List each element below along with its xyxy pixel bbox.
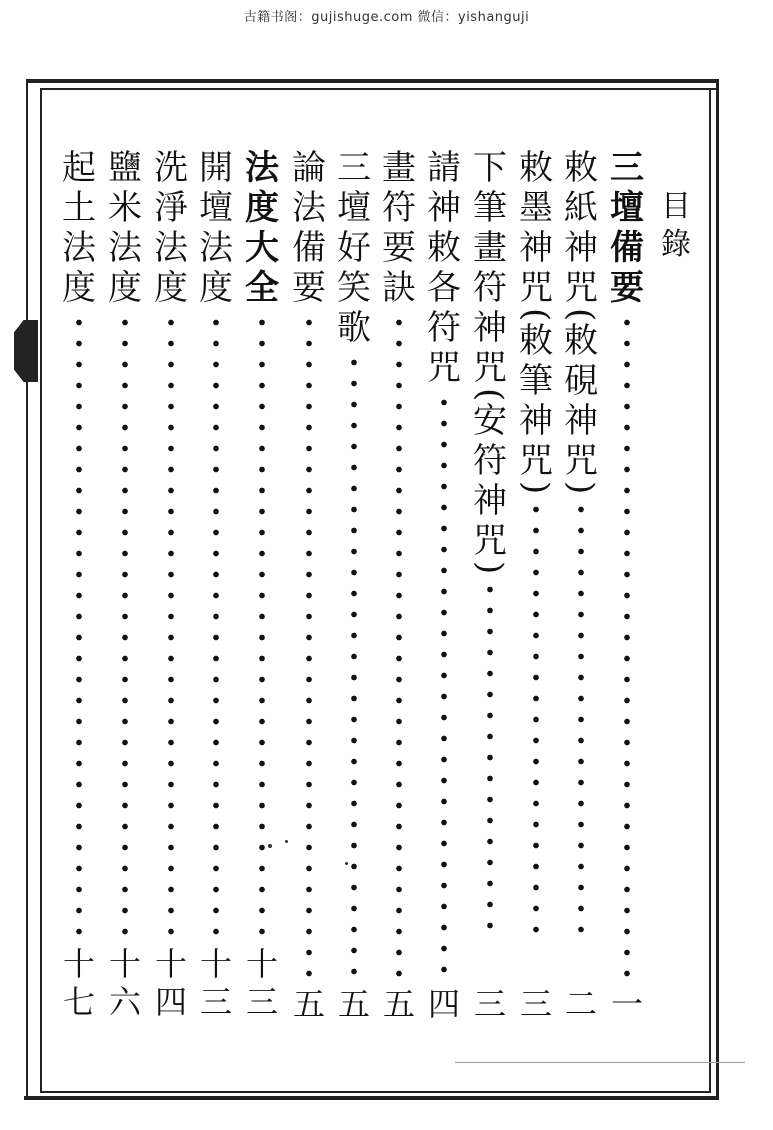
toc-entry-page: 五 [382, 985, 415, 1023]
toc-entry-title: 敕 墨 神 咒 ( 敕 筆 神 咒 ) [516, 148, 556, 495]
toc-entry [468, 148, 512, 1060]
toc-entry [57, 148, 101, 1060]
toc-entry-title: 洗 淨 法 度 [154, 148, 188, 308]
toc-entry-page: 三 [519, 985, 552, 1023]
toc-entry-page: 五 [292, 985, 325, 1023]
toc-entry-page: 一 [610, 985, 643, 1023]
leader-dots [305, 312, 313, 983]
toc-entry-title: 論 法 備 要 [292, 148, 326, 308]
toc-entry-page: 二 [564, 985, 597, 1023]
leader-dots [167, 312, 175, 943]
toc-entry-page: 十 四 [154, 945, 187, 1021]
toc-title: 目錄 [661, 189, 691, 262]
toc-entry [422, 148, 466, 1060]
toc-entry-page: 五 [337, 985, 370, 1023]
leader-dots [486, 579, 494, 942]
toc-entry [377, 148, 421, 1060]
toc-entry [559, 148, 603, 1060]
leader-dots [121, 312, 129, 943]
toc-entry [103, 148, 147, 1060]
binding-tab [14, 320, 38, 382]
toc-entry-page: 十 三 [199, 945, 232, 1021]
toc-entry-page: 十 六 [108, 945, 141, 1021]
toc-entry-title: 三 壇 備 要 [610, 148, 644, 308]
watermark: 古籍书阁：gujishuge.com 微信：yishanguji [243, 10, 530, 25]
toc-entry-title: 鹽 米 法 度 [108, 148, 142, 308]
toc-entry-page: 三 [473, 985, 506, 1023]
leader-dots [350, 352, 358, 983]
toc-entry-title: 下 筆 畫 符 神 咒 ( 安 符 神 咒 ) [470, 148, 510, 575]
toc-entry-title: 三 壇 好 笑 歌 [337, 148, 371, 348]
leader-dots [532, 499, 540, 942]
toc-entry [332, 148, 376, 1060]
toc-entry-page: 十 七 [62, 945, 95, 1021]
leader-dots [623, 312, 631, 983]
leader-dots [577, 499, 585, 942]
toc-entry-title: 畫 符 要 訣 [382, 148, 416, 308]
leader-dots [75, 312, 83, 943]
toc-entry [149, 148, 193, 1060]
leader-dots [440, 392, 448, 983]
leader-dots [395, 312, 403, 983]
toc-entry-title: 請 神 敕 各 符 咒 [427, 148, 461, 388]
leader-dots [258, 312, 266, 943]
toc-entry [514, 148, 558, 1060]
toc-entry [605, 148, 649, 1060]
toc-entry-page: 四 [427, 985, 460, 1023]
leader-dots [212, 312, 220, 943]
toc-entry-title: 起 土 法 度 [62, 148, 96, 308]
toc-entry-title: 敕 紙 神 咒 ( 敕 硯 神 咒 ) [561, 148, 601, 495]
toc-entry-title: 開 壇 法 度 [199, 148, 233, 308]
toc-entry [287, 148, 331, 1060]
toc-entry [194, 148, 238, 1060]
toc-entry-title: 法 度 大 全 [245, 148, 279, 308]
toc-entry-page: 十 三 [245, 945, 278, 1021]
toc-entry [240, 148, 284, 1060]
